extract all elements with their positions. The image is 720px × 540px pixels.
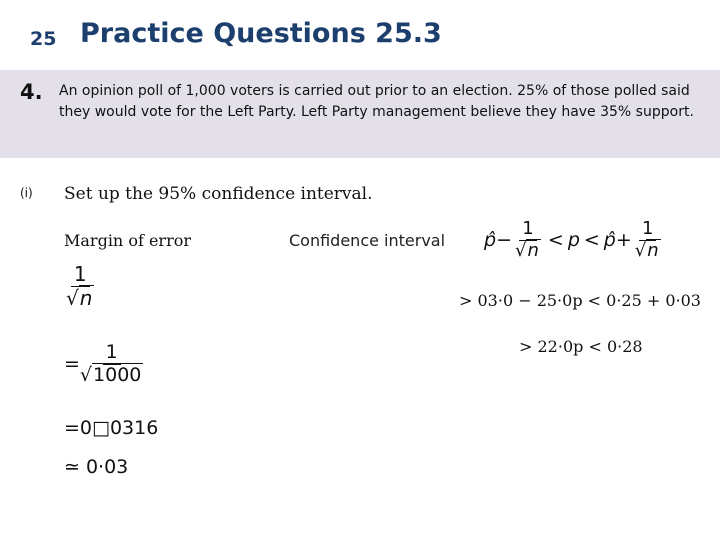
radicand: 1000	[93, 363, 142, 386]
fraction-denominator: √1000	[79, 363, 142, 386]
question-text: An opinion poll of 1,000 voters is carried out prior to an election. 25% of those polled said they would vote for the Left Party. Left Party management believe they have 35% support.	[59, 83, 694, 120]
moe-step-2	[64, 343, 143, 386]
ci-working-line-2: > 22·0p < 0·28	[519, 337, 643, 356]
margin-of-error-label: Margin of error	[64, 231, 192, 250]
fraction-numerator: 1	[519, 220, 536, 241]
chapter-number: 25	[30, 28, 57, 50]
radicand: n	[647, 239, 659, 261]
fraction-numerator: 1	[639, 220, 656, 241]
radicand: n	[79, 286, 93, 310]
less-than-sign: <	[547, 229, 564, 252]
fraction-denominator: √n	[66, 286, 93, 310]
one-over-root-n-fraction	[515, 220, 541, 261]
radicand: n	[527, 239, 539, 261]
fraction-numerator: 1	[71, 264, 90, 287]
minus-sign: −	[496, 229, 512, 252]
part-task: Set up the 95% confidence interval.	[64, 184, 373, 204]
fraction-denominator: √n	[514, 239, 539, 261]
p-hat-symbol: p̂	[603, 229, 616, 252]
p-hat-symbol: p̂	[484, 229, 497, 252]
moe-step-4: ≃ 0·03	[64, 456, 129, 478]
one-over-root-n-fraction	[66, 264, 94, 309]
moe-step-1	[66, 264, 94, 309]
equals-sign: =	[64, 353, 80, 376]
page-title: Practice Questions 25.3	[80, 18, 442, 49]
confidence-interval-formula	[484, 220, 664, 261]
less-than-sign: <	[583, 229, 600, 252]
moe-step-3: =0□0316	[64, 417, 159, 439]
part-label: (i)	[20, 186, 33, 200]
one-over-root-1000-fraction	[80, 343, 143, 386]
one-over-root-n-fraction	[635, 220, 661, 261]
fraction-denominator: √n	[634, 239, 659, 261]
confidence-interval-label: Confidence interval	[289, 231, 446, 250]
p-symbol: p	[567, 229, 580, 252]
fraction-numerator: 1	[103, 343, 121, 365]
plus-sign: +	[615, 229, 632, 252]
ci-working-line-1: > 03·0 − 25·0p < 0·25 + 0·03	[459, 291, 701, 310]
question-number: 4.	[20, 80, 43, 104]
